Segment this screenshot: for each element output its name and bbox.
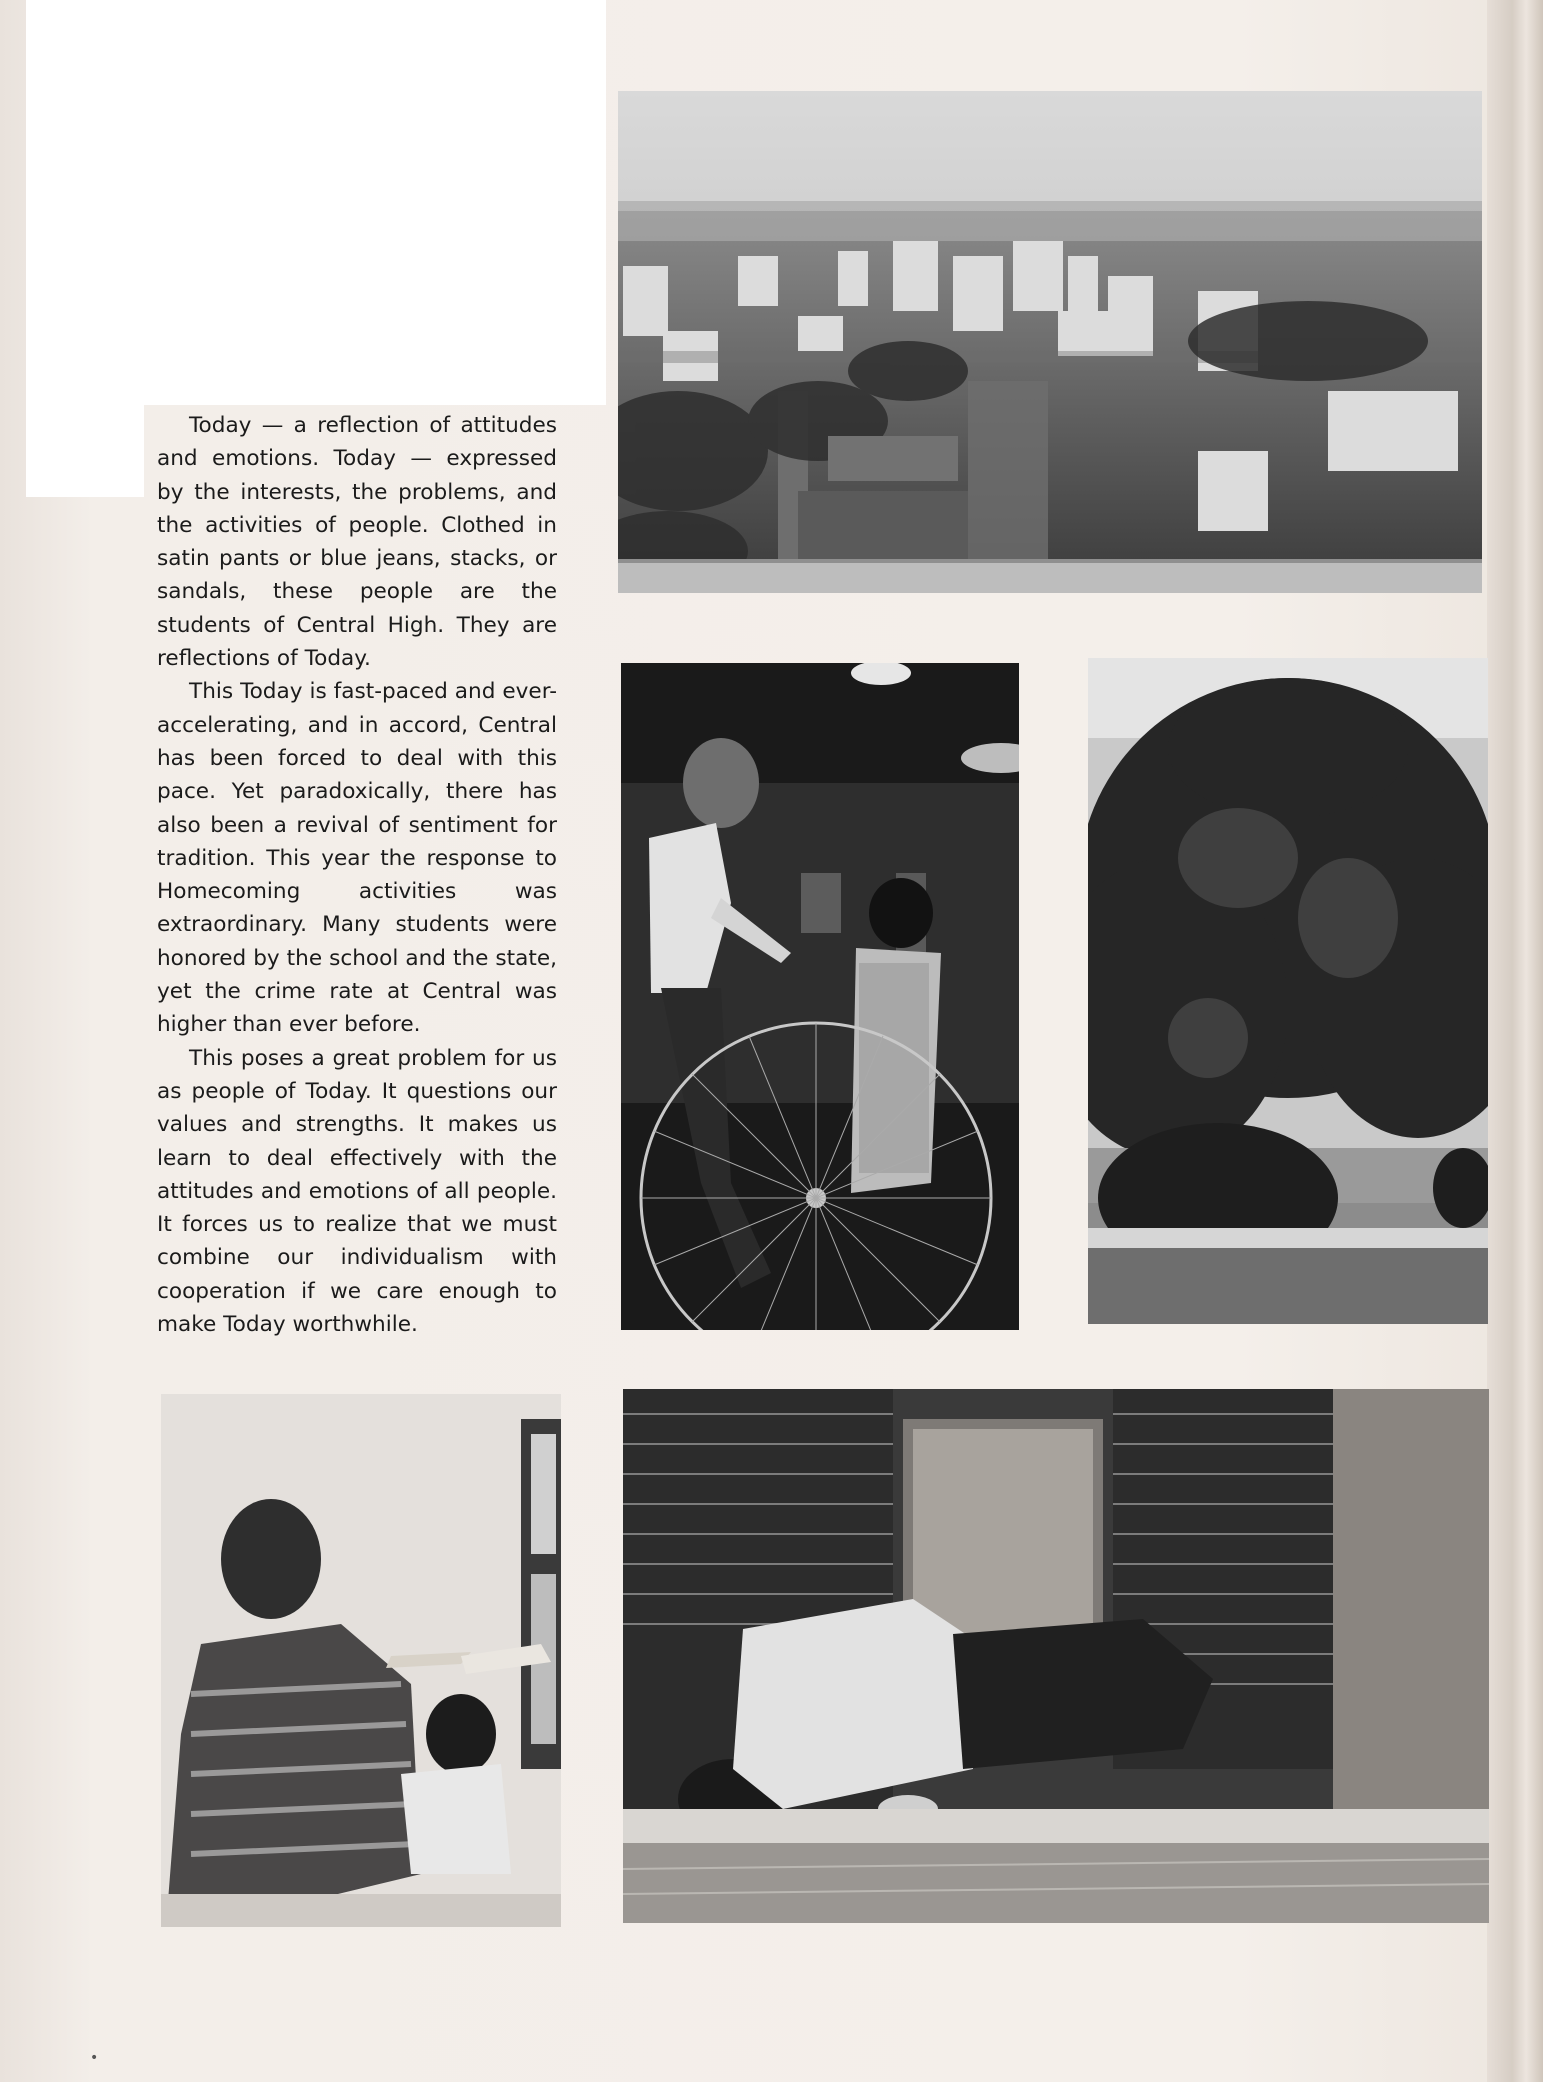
students-bicycle-photo xyxy=(621,663,1019,1330)
blank-white-area xyxy=(26,0,606,405)
page-mark: • xyxy=(90,2050,99,2066)
paragraph-1: Today — a reflection of attitudes and emotions. Today — expressed by the interests, the problems, and the activities of people. Clothed in satin pants or blue jeans, stacks, or sandals, these people are the students of Central High. They are reflections of Today. xyxy=(157,413,557,672)
students-book-photo xyxy=(161,1394,561,1927)
student-brick-ledge-photo xyxy=(623,1389,1489,1923)
city-skyline-photo xyxy=(618,91,1482,593)
paragraph-2: This Today is fast-paced and ever-accelerating, and in accord, Central has been forced to deal with this pace. Yet paradoxically, there has also been a revival of sentiment for tradition. This year the response to Homecoming activities was extraordinary. Many students were honored by the school and the state, yet the crime rate at Central was higher than ever before. xyxy=(157,679,557,1038)
tree-landscape-photo xyxy=(1088,658,1488,1324)
page-spine xyxy=(1487,0,1543,2082)
article-text xyxy=(157,409,557,1341)
blank-white-area-small xyxy=(26,405,144,497)
paragraph-3: This poses a great problem for us as people of Today. It questions our values and strengths. It makes us learn to deal effectively with the attitudes and emotions of all people. It forces us to realize that we must combine our individualism with cooperation if we care enough to make Today worthwhile. xyxy=(157,1045,557,1338)
